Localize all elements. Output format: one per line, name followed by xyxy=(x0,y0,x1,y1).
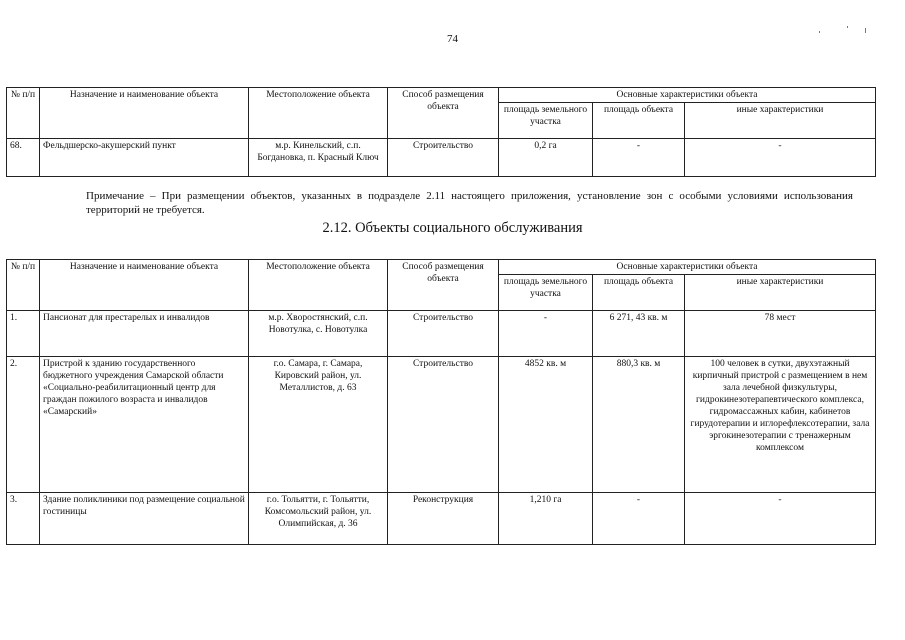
note-paragraph xyxy=(44,189,853,217)
cell-land-area: - xyxy=(499,311,593,357)
cell-name: Пансионат для престарелых и инвалидов xyxy=(40,311,249,357)
cell-name: Здание поликлиники под размещение социальной гостиницы xyxy=(40,493,249,545)
cell-land-area: 0,2 га xyxy=(499,139,593,177)
header-land-area: площадь земельного участка xyxy=(499,275,593,311)
header-location: Местоположение объекта xyxy=(249,260,388,311)
cell-location: м.р. Хворостянский, с.п. Новотулка, с. Новотулка xyxy=(249,311,388,357)
cell-location: г.о. Самара, г. Самара, Кировский район, ул. Металлистов, д. 63 xyxy=(249,357,388,493)
cell-other: - xyxy=(685,493,876,545)
cell-object-area: 6 271, 43 кв. м xyxy=(593,311,685,357)
table-bottom xyxy=(6,259,876,545)
header-characteristics: Основные характеристики объекта xyxy=(499,260,876,275)
cell-land-area: 4852 кв. м xyxy=(499,357,593,493)
cell-method: Строительство xyxy=(388,357,499,493)
header-method: Способ размещения объекта xyxy=(388,260,499,311)
cell-num: 1. xyxy=(7,311,40,357)
cell-num: 68. xyxy=(7,139,40,177)
cell-method: Строительство xyxy=(388,311,499,357)
header-num: № п/п xyxy=(7,260,40,311)
header-method: Способ размещения объекта xyxy=(388,88,499,139)
table-row xyxy=(7,493,876,545)
cell-location: м.р. Кинельский, с.п. Богдановка, п. Красный Ключ xyxy=(249,139,388,177)
cell-num: 2. xyxy=(7,357,40,493)
cell-other: 100 человек в сутки, двухэтажный кирпичный пристрой с размещением в нем зала лечебной физкультуры, гидрокинезотерапевтического комплекса, гидромассажных кабин, кабинетов гирудотерапии и иглорефлексотерапии, зала эргокинезотерапии с тренажерным комплексом xyxy=(685,357,876,493)
cell-object-area: - xyxy=(593,493,685,545)
header-other: иные характеристики xyxy=(685,275,876,311)
header-object-area: площадь объекта xyxy=(593,103,685,139)
header-num: № п/п xyxy=(7,88,40,139)
header-object-area: площадь объекта xyxy=(593,275,685,311)
cell-num: 3. xyxy=(7,493,40,545)
header-land-area: площадь земельного участка xyxy=(499,103,593,139)
table-row xyxy=(7,357,876,493)
cell-method: Строительство xyxy=(388,139,499,177)
cell-name: Фельдшерско-акушерский пункт xyxy=(40,139,249,177)
cell-method: Реконструкция xyxy=(388,493,499,545)
table-header-row xyxy=(7,260,876,275)
cell-object-area: - xyxy=(593,139,685,177)
scan-speck xyxy=(819,31,820,33)
section-title: 2.12. Объекты социального обслуживания xyxy=(322,220,583,236)
scan-speck xyxy=(865,28,866,33)
header-other: иные характеристики xyxy=(685,103,876,139)
header-name: Назначение и наименование объекта xyxy=(40,260,249,311)
table-header-row xyxy=(7,88,876,103)
header-name: Назначение и наименование объекта xyxy=(40,88,249,139)
page-number: 74 xyxy=(447,33,458,45)
header-characteristics: Основные характеристики объекта xyxy=(499,88,876,103)
table-row xyxy=(7,139,876,177)
header-location: Местоположение объекта xyxy=(249,88,388,139)
table-row xyxy=(7,311,876,357)
table-top xyxy=(6,87,876,177)
cell-name: Пристрой к зданию государственного бюджетного учреждения Самарской области «Социально-реабилитационный центр для граждан пожилого возраста и инвалидов «Самарский» xyxy=(40,357,249,493)
cell-other: 78 мест xyxy=(685,311,876,357)
cell-object-area: 880,3 кв. м xyxy=(593,357,685,493)
cell-other: - xyxy=(685,139,876,177)
scan-speck xyxy=(847,26,848,28)
cell-land-area: 1,210 га xyxy=(499,493,593,545)
cell-location: г.о. Тольятти, г. Тольятти, Комсомольский район, ул. Олимпийская, д. 36 xyxy=(249,493,388,545)
note-text: Примечание – При размещении объектов, указанных в подразделе 2.11 настоящего приложения, установление зон с особыми условиями использования территорий не требуется. xyxy=(86,190,853,216)
